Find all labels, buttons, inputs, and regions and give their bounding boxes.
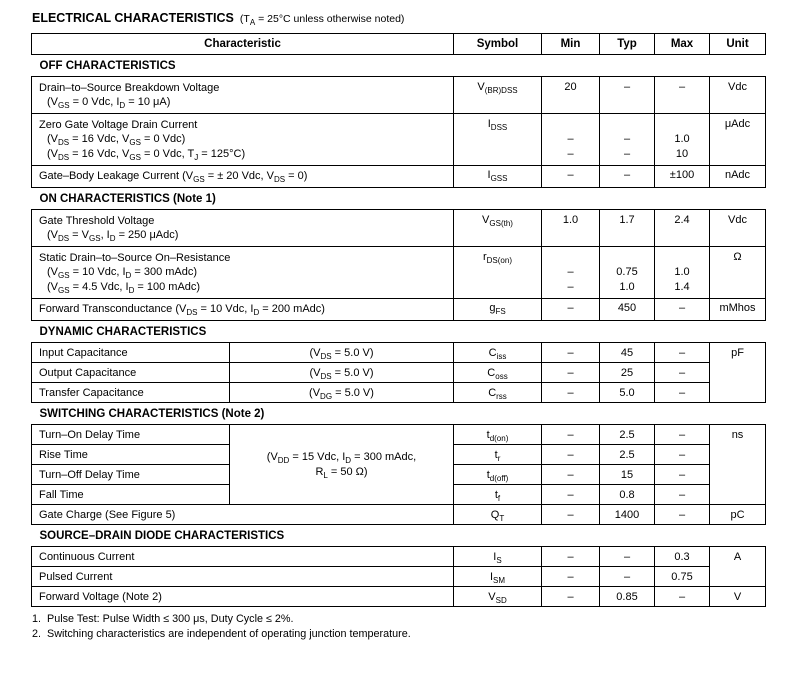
- max-cell: ±100: [655, 165, 710, 188]
- characteristic-cell: Input Capacitance: [32, 343, 230, 363]
- unit-cell: A: [710, 547, 766, 587]
- section-title-off: OFF CHARACTERISTICS: [39, 60, 176, 72]
- symbol-cell: $I_{GSS}$: [454, 165, 542, 188]
- min-cell: –: [542, 547, 600, 567]
- characteristic-cell: Turn–On Delay Time: [32, 425, 230, 445]
- typ-cell: 5.0: [600, 383, 655, 403]
- symbol-cell: $V_{(BR)DSS}$: [454, 77, 542, 114]
- min-cell: – –: [542, 247, 600, 299]
- col-header-typ: Typ: [600, 34, 655, 55]
- unit-cell: Vdc: [710, 77, 766, 114]
- test-condition: ($V_{DS} = V_{GS}$, $I_D = 250$ μAdc): [47, 229, 179, 244]
- characteristic-name: Zero Gate Voltage Drain Current: [39, 118, 198, 131]
- min-cell: –: [542, 425, 600, 445]
- typ-cell: 0.75 1.0: [600, 247, 655, 299]
- footnote-2: 2. Switching characteristics are independent of operating junction temperature.: [32, 628, 411, 640]
- row-gate-charge: [32, 505, 766, 525]
- max-cell: –: [655, 343, 710, 363]
- symbol-cell: $t_{d(off)}$: [454, 465, 542, 485]
- symbol-cell: $I_S$: [454, 547, 542, 567]
- max-cell: –: [655, 587, 710, 607]
- typ-cell: 450: [600, 298, 655, 321]
- condition-cell: ($V_{DD} = 15$ Vdc, $I_D = 300$ mAdc, $R_L = 50$ Ω): [230, 425, 454, 505]
- min-cell: – –: [542, 114, 600, 166]
- title-main: ELECTRICAL CHARACTERISTICS: [32, 11, 234, 25]
- min-cell: –: [542, 505, 600, 525]
- footnote-1: 1. Pulse Test: Pulse Width ≤ 300 μs, Duty Cycle ≤ 2%.: [32, 613, 294, 625]
- max-cell: 1.0 1.4: [655, 247, 710, 299]
- max-cell: –: [655, 425, 710, 445]
- characteristic-cell: [32, 210, 454, 247]
- row-pulsed-current: [32, 567, 766, 587]
- symbol-cell: $I_{DSS}$: [454, 114, 542, 166]
- max-cell: –: [655, 465, 710, 485]
- row-forward-voltage: [32, 587, 766, 607]
- characteristic-cell: Fall Time: [32, 485, 230, 505]
- section-row-off: [32, 55, 766, 77]
- typ-cell: –: [600, 567, 655, 587]
- characteristic-cell: Rise Time: [32, 445, 230, 465]
- row-transfer-capacitance: [32, 383, 766, 403]
- col-header-max: Max: [655, 34, 710, 55]
- typ-cell: –: [600, 77, 655, 114]
- col-header-characteristic: Characteristic: [32, 34, 454, 55]
- symbol-cell: $V_{SD}$: [454, 587, 542, 607]
- min-cell: –: [542, 363, 600, 383]
- min-cell: –: [542, 165, 600, 188]
- max-cell: 0.75: [655, 567, 710, 587]
- max-cell: 2.4: [655, 210, 710, 247]
- symbol-cell: $t_r$: [454, 445, 542, 465]
- row-breakdown-voltage: [32, 77, 766, 114]
- section-row-diode: [32, 525, 766, 547]
- typ-cell: 1400: [600, 505, 655, 525]
- characteristic-name: Drain–to–Source Breakdown Voltage: [39, 81, 220, 94]
- characteristic-name: Static Drain–to–Source On–Resistance: [39, 251, 231, 264]
- unit-cell: pF: [710, 343, 766, 403]
- symbol-cell: $r_{DS(on)}$: [454, 247, 542, 299]
- characteristic-cell: [32, 298, 454, 321]
- min-cell: –: [542, 343, 600, 363]
- symbol-cell: $V_{GS(th)}$: [454, 210, 542, 247]
- min-cell: –: [542, 465, 600, 485]
- symbol-cell: $C_{iss}$: [454, 343, 542, 363]
- electrical-characteristics-table: [31, 33, 766, 607]
- characteristic-cell: Turn–Off Delay Time: [32, 465, 230, 485]
- table-header-row: [32, 34, 766, 55]
- test-condition: ($V_{DS} = 16$ Vdc, $V_{GS} = 0$ Vdc, $T_J = 125^\circ C$): [47, 147, 246, 162]
- col-header-min: Min: [542, 34, 600, 55]
- row-on-resistance: [32, 247, 766, 299]
- section-title-on: ON CHARACTERISTICS (Note 1): [39, 193, 216, 205]
- max-cell: –: [655, 383, 710, 403]
- min-cell: –: [542, 567, 600, 587]
- condition-cell: ($V_{DS} = 5.0$ V): [230, 343, 454, 363]
- max-cell: –: [655, 505, 710, 525]
- symbol-cell: $C_{rss}$: [454, 383, 542, 403]
- characteristic-cell: Gate Charge (See Figure 5): [32, 505, 454, 525]
- characteristic-cell: Continuous Current: [32, 547, 454, 567]
- row-forward-transconductance: [32, 298, 766, 321]
- symbol-cell: $C_{oss}$: [454, 363, 542, 383]
- min-cell: 1.0: [542, 210, 600, 247]
- characteristic-cell: [32, 77, 454, 114]
- section-title-dynamic: DYNAMIC CHARACTERISTICS: [39, 326, 207, 338]
- symbol-cell: $t_{d(on)}$: [454, 425, 542, 445]
- symbol-cell: $I_{SM}$: [454, 567, 542, 587]
- unit-cell: Ω: [710, 247, 766, 299]
- typ-cell: 1.7: [600, 210, 655, 247]
- symbol-cell: $Q_T$: [454, 505, 542, 525]
- title-condition: ($T_A = 25^\circ C$ unless otherwise noted): [239, 13, 405, 28]
- footnotes: [32, 612, 765, 642]
- max-cell: –: [655, 363, 710, 383]
- characteristic-cell: Forward Voltage (Note 2): [32, 587, 454, 607]
- typ-cell: 0.8: [600, 485, 655, 505]
- row-input-capacitance: [32, 343, 766, 363]
- min-cell: 20: [542, 77, 600, 114]
- test-condition: ($V_{GS} = 4.5$ Vdc, $I_D = 100$ mAdc): [47, 280, 201, 295]
- min-cell: –: [542, 383, 600, 403]
- min-cell: –: [542, 445, 600, 465]
- typ-cell: 2.5: [600, 445, 655, 465]
- row-gate-body-leakage: [32, 165, 766, 188]
- max-cell: 1.0 10: [655, 114, 710, 166]
- test-condition: ($V_{DS} = 16$ Vdc, $V_{GS} = 0$ Vdc): [47, 133, 186, 148]
- characteristic-name: Forward Transconductance ($V_{DS} = 10$ Vdc, $I_D = 200$ mAdc): [39, 303, 325, 318]
- max-cell: –: [655, 445, 710, 465]
- min-cell: –: [542, 587, 600, 607]
- test-condition: ($V_{GS} = 0$ Vdc, $I_D = 10$ μA): [47, 96, 171, 111]
- section-row-dynamic: [32, 321, 766, 343]
- typ-cell: 2.5: [600, 425, 655, 445]
- characteristic-cell: Output Capacitance: [32, 363, 230, 383]
- condition-cell: ($V_{DS} = 5.0$ V): [230, 363, 454, 383]
- typ-cell: 25: [600, 363, 655, 383]
- typ-cell: 15: [600, 465, 655, 485]
- max-cell: –: [655, 298, 710, 321]
- unit-cell: V: [710, 587, 766, 607]
- col-header-symbol: Symbol: [454, 34, 542, 55]
- typ-cell: 0.85: [600, 587, 655, 607]
- characteristic-name: Gate–Body Leakage Current ($V_{GS}$ = ± 20 Vdc, $V_{DS} = 0$): [39, 170, 308, 185]
- characteristic-cell: [32, 247, 454, 299]
- test-condition: ($V_{GS} = 10$ Vdc, $I_D = 300$ mAdc): [47, 266, 198, 281]
- section-row-on: [32, 188, 766, 210]
- unit-cell: pC: [710, 505, 766, 525]
- page-title: [32, 11, 765, 28]
- section-row-switching: [32, 403, 766, 425]
- symbol-cell: $t_f$: [454, 485, 542, 505]
- max-cell: –: [655, 77, 710, 114]
- section-title-diode: SOURCE–DRAIN DIODE CHARACTERISTICS: [39, 530, 285, 542]
- unit-cell: mMhos: [710, 298, 766, 321]
- unit-cell: ns: [710, 425, 766, 505]
- row-output-capacitance: [32, 363, 766, 383]
- typ-cell: –: [600, 547, 655, 567]
- characteristic-cell: Pulsed Current: [32, 567, 454, 587]
- unit-cell: μAdc: [710, 114, 766, 166]
- row-gate-threshold-voltage: [32, 210, 766, 247]
- typ-cell: 45: [600, 343, 655, 363]
- max-cell: –: [655, 485, 710, 505]
- unit-cell: Vdc: [710, 210, 766, 247]
- min-cell: –: [542, 485, 600, 505]
- row-continuous-current: [32, 547, 766, 567]
- unit-cell: nAdc: [710, 165, 766, 188]
- condition-cell: ($V_{DG} = 5.0$ V): [230, 383, 454, 403]
- typ-cell: – –: [600, 114, 655, 166]
- characteristic-cell: Transfer Capacitance: [32, 383, 230, 403]
- characteristic-name: Gate Threshold Voltage: [39, 214, 155, 227]
- section-title-switching: SWITCHING CHARACTERISTICS (Note 2): [39, 408, 265, 420]
- characteristic-cell: [32, 165, 454, 188]
- max-cell: 0.3: [655, 547, 710, 567]
- row-zero-gate-drain-current: [32, 114, 766, 166]
- characteristic-cell: [32, 114, 454, 166]
- row-turn-on-delay: [32, 425, 766, 445]
- min-cell: –: [542, 298, 600, 321]
- typ-cell: –: [600, 165, 655, 188]
- col-header-unit: Unit: [710, 34, 766, 55]
- symbol-cell: $g_{FS}$: [454, 298, 542, 321]
